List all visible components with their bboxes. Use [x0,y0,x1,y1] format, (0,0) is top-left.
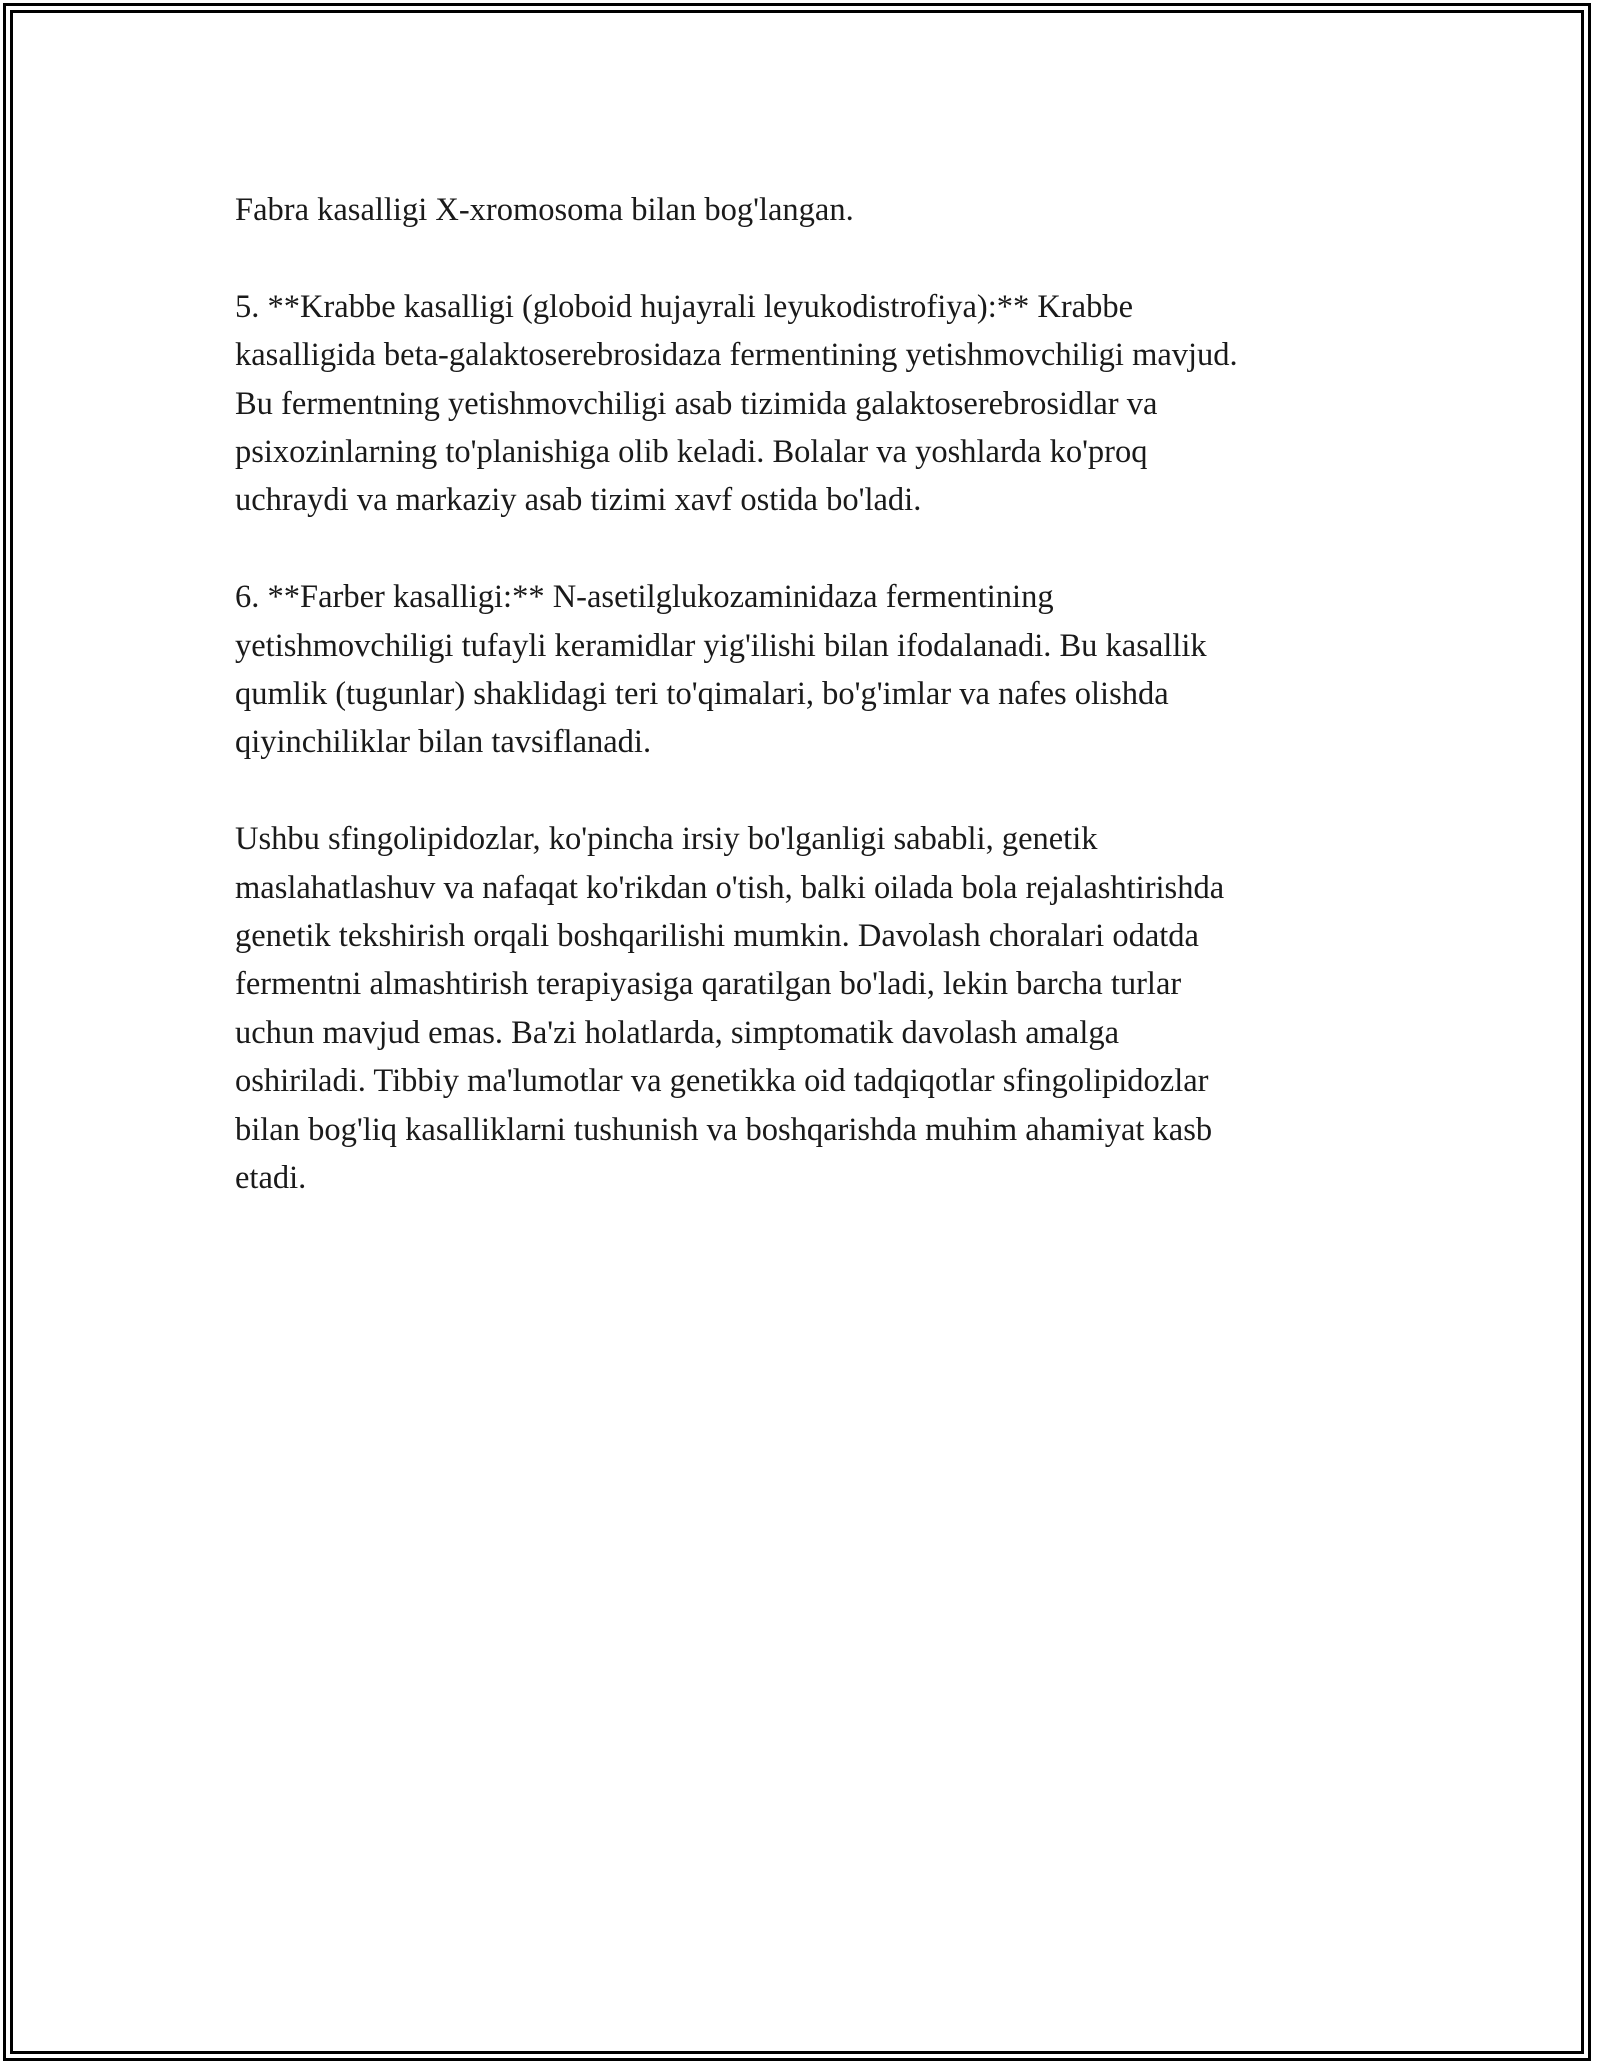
paragraph-farber-disease: 6. **Farber kasalligi:** N-asetilglukozaminidaza fermentining yetishmovchiligi tufayli keramidlar yig'ilishi bilan ifodalanadi. Bu kasallik qumlik (tugunlar) shaklidagi teri to'qimalari, bo'g'imlar va nafes olishda qiyinchiliklar bilan tavsiflanadi. [235,579,1207,761]
paragraph-summary: Ushbu sfingolipidozlar, ko'pincha irsiy bo'lganligi sababli, genetik maslahatlashuv va nafaqat ko'rikdan o'tish, balki oilada bola rejalashtirishda genetik tekshirish orqali boshqarilishi mumkin. Davolash choralari odatda fermentni almashtirish terapiyasiga qaratilgan bo'ladi, lekin barcha turlar uchun mavjud emas. Ba'zi holatlarda, simptomatik davolash amalga oshiriladi. Tibbiy ma'lumotlar va genetikka oid tadqiqotlar sfingolipidozlar bilan bog'liq kasalliklarni tushunish va boshqarishda muhim ahamiyat kasb etadi. [235,821,1225,1197]
paragraph-krabbe-disease: 5. **Krabbe kasalligi (globoid hujayrali leyukodistrofiya):** Krabbe kasalligida beta-galaktoserebrosidaza fermentining yetishmovchiligi mavjud. Bu fermentning yetishmovchiligi asab tizimida galaktoserebrosidlar va psixozinlarning to'planishiga olib keladi. Bolalar va yoshlarda ko'proq uchraydi va markaziy asab tizimi xavf ostida bo'ladi. [235,288,1238,519]
document-body [235,186,1375,1251]
paragraph-fabry-note: Fabra kasalligi X-xromosoma bilan bog'langan. [235,192,854,228]
